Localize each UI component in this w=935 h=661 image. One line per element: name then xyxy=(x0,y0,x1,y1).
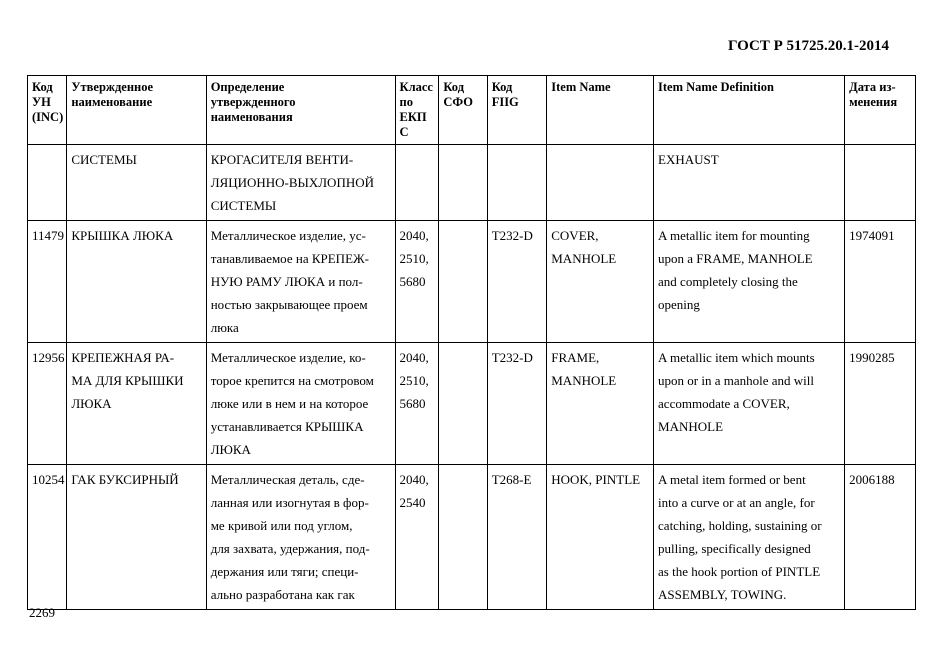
cell-sfo xyxy=(439,145,487,221)
cell-line: Металлическая деталь, сде- xyxy=(210,472,365,487)
cell-line: ЛЯЦИОННО-ВЫХЛОПНОЙ xyxy=(210,175,375,190)
cell-line: A metal item formed or bent xyxy=(658,472,806,487)
cell-line: catching, holding, sustaining or xyxy=(658,518,822,533)
header-line: FIIG xyxy=(491,95,519,109)
cell-line: люка xyxy=(210,320,239,335)
header-line: Утвержденное xyxy=(71,80,154,94)
cell-line: accommodate a COVER, xyxy=(658,396,790,411)
header-line: Дата из- xyxy=(849,80,896,94)
cell-item-name xyxy=(547,343,654,465)
cell-class xyxy=(395,221,439,343)
cell-line: ЛЮКА xyxy=(210,442,251,457)
header-line: Item Name xyxy=(551,80,611,94)
cell-change: 1974091 xyxy=(845,221,916,343)
header-class xyxy=(395,76,439,145)
header-change-date xyxy=(845,76,916,145)
header-line: наименования xyxy=(210,110,293,124)
page-number: 2269 xyxy=(29,605,55,620)
cell-line: 5680 xyxy=(399,396,426,411)
cell-line: A metallic item which mounts xyxy=(658,350,815,365)
cell-line: СИСТЕМЫ xyxy=(210,198,277,213)
cell-line: ально разработана как гак xyxy=(210,587,355,602)
cell-item-name xyxy=(547,145,654,221)
cell-line: MANHOLE xyxy=(551,373,617,388)
header-line: по xyxy=(399,95,413,109)
cell-line: 2040, xyxy=(399,472,429,487)
cell-line: КРЕПЕЖНАЯ РА- xyxy=(71,350,175,365)
cell-line: держания или тяги; специ- xyxy=(210,564,359,579)
cell-line: НУЮ РАМУ ЛЮКА и пол- xyxy=(210,274,363,289)
table-row xyxy=(28,145,916,221)
cell-line: 2540 xyxy=(399,495,426,510)
cell-class xyxy=(395,465,439,610)
cell-fiig: T232-D xyxy=(487,343,547,465)
cell-sfo xyxy=(439,221,487,343)
cell-line: HOOK, PINTLE xyxy=(551,472,641,487)
cell-line: and completely closing the xyxy=(658,274,798,289)
cell-line: ASSEMBLY, TOWING. xyxy=(658,587,787,602)
cell-line: устанавливается КРЫШКА xyxy=(210,419,364,434)
cell-item-definition xyxy=(654,343,845,465)
cell-inc: 11479 xyxy=(28,221,67,343)
cell-line: upon a FRAME, MANHOLE xyxy=(658,251,813,266)
cell-sfo xyxy=(439,343,487,465)
cell-fiig xyxy=(487,145,547,221)
cell-item-definition xyxy=(654,221,845,343)
cell-line: для захвата, удержания, под- xyxy=(210,541,370,556)
header-line: СФО xyxy=(443,95,473,109)
header-line: Определение xyxy=(210,80,285,94)
cell-line: МА ДЛЯ КРЫШКИ xyxy=(71,373,184,388)
cell-line: торое крепится на смотровом xyxy=(210,373,374,388)
document-code: ГОСТ Р 51725.20.1-2014 xyxy=(727,38,889,54)
header-item-name xyxy=(547,76,654,145)
nomenclature-table xyxy=(27,75,916,610)
table-row xyxy=(28,465,916,610)
cell-line: MANHOLE xyxy=(658,419,724,434)
header-definition xyxy=(206,76,395,145)
cell-change: 1990285 xyxy=(845,343,916,465)
cell-line: 2040, xyxy=(399,228,429,243)
cell-approved-name xyxy=(67,145,206,221)
table-row xyxy=(28,221,916,343)
header-line: Код xyxy=(32,80,53,94)
header-inc xyxy=(28,76,67,145)
header-line: С xyxy=(399,125,409,139)
header-item-definition xyxy=(654,76,845,145)
cell-line: MANHOLE xyxy=(551,251,617,266)
table-header-row xyxy=(28,76,916,145)
cell-definition xyxy=(206,221,395,343)
cell-definition xyxy=(206,145,395,221)
table-row xyxy=(28,343,916,465)
header-line: Код xyxy=(491,80,513,94)
header-line: менения xyxy=(849,95,898,109)
header-line: УН xyxy=(32,95,51,109)
cell-line: Металлическое изделие, ус- xyxy=(210,228,366,243)
header-fiig xyxy=(487,76,547,145)
cell-approved-name xyxy=(67,343,206,465)
cell-class xyxy=(395,145,439,221)
cell-approved-name xyxy=(67,465,206,610)
cell-line: FRAME, xyxy=(551,350,600,365)
cell-inc: 12956 xyxy=(28,343,67,465)
cell-line: Металлическое изделие, ко- xyxy=(210,350,366,365)
cell-line: opening xyxy=(658,297,700,312)
cell-line: ЛЮКА xyxy=(71,396,112,411)
cell-line: 2040, xyxy=(399,350,429,365)
cell-inc xyxy=(28,145,67,221)
header-line: наименование xyxy=(71,95,153,109)
cell-line: ГАК БУКСИРНЫЙ xyxy=(71,472,179,487)
cell-line: EXHAUST xyxy=(658,152,719,167)
header-line: Item Name Definition xyxy=(658,80,774,94)
cell-line: ланная или изогнутая в фор- xyxy=(210,495,369,510)
cell-line: 2510, xyxy=(399,251,429,266)
cell-line: ностью закрывающее проем xyxy=(210,297,368,312)
header-line: ЕКП xyxy=(399,110,427,124)
cell-item-definition xyxy=(654,145,845,221)
cell-definition xyxy=(206,465,395,610)
cell-change xyxy=(845,145,916,221)
cell-item-name xyxy=(547,221,654,343)
header-line: Код xyxy=(443,80,465,94)
cell-item-definition xyxy=(654,465,845,610)
cell-line: ме кривой или под углом, xyxy=(210,518,353,533)
header-line: (INC) xyxy=(32,110,64,124)
cell-line: 5680 xyxy=(399,274,426,289)
cell-line: into a curve or at an angle, for xyxy=(658,495,815,510)
header-line: утвержденного xyxy=(210,95,296,109)
cell-line: upon or in a manhole and will xyxy=(658,373,814,388)
cell-definition xyxy=(206,343,395,465)
cell-line: as the hook portion of PINTLE xyxy=(658,564,821,579)
cell-line: A metallic item for mounting xyxy=(658,228,810,243)
cell-line: COVER, xyxy=(551,228,599,243)
cell-line: люке или в нем и на которое xyxy=(210,396,369,411)
header-approved-name xyxy=(67,76,206,145)
cell-line: танавливаемое на КРЕПЕЖ- xyxy=(210,251,369,266)
cell-fiig: T232-D xyxy=(487,221,547,343)
cell-change: 2006188 xyxy=(845,465,916,610)
cell-class xyxy=(395,343,439,465)
cell-line: КРЫШКА ЛЮКА xyxy=(71,228,174,243)
header-sfo xyxy=(439,76,487,145)
header-line: Класс xyxy=(399,80,433,94)
cell-item-name xyxy=(547,465,654,610)
cell-fiig: T268-E xyxy=(487,465,547,610)
cell-line: 2510, xyxy=(399,373,429,388)
cell-sfo xyxy=(439,465,487,610)
cell-line: КРОГАСИТЕЛЯ ВЕНТИ- xyxy=(210,152,354,167)
cell-approved-name xyxy=(67,221,206,343)
cell-inc: 10254 xyxy=(28,465,67,610)
cell-line: СИСТЕМЫ xyxy=(71,152,137,167)
cell-line: pulling, specifically designed xyxy=(658,541,811,556)
